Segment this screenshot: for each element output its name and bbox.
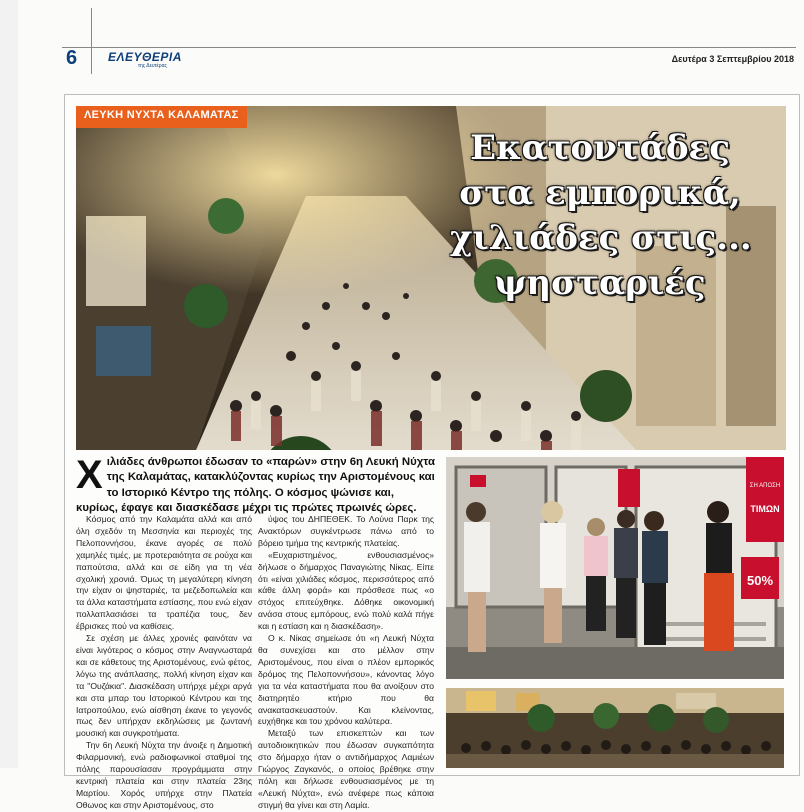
- shoppers-photo: [446, 457, 784, 679]
- page-number: 6: [66, 47, 78, 69]
- crowd-street-photo: [446, 688, 784, 768]
- body-column-1: [76, 514, 252, 812]
- header-divider: [91, 8, 92, 74]
- headline-line: χιλιάδες στις...: [450, 218, 752, 258]
- paragraph: Μεταξύ των επισκεπτών και των αυτοδιοικητικών που έδωσαν συγκαπότητα στο δήμαρχο ήταν ο αντιδήμαρχος Λαμιέων Γιώργος Ζαγκανός, ο οποίος βρέθηκε στην πόλη και δήλωσε ενθουσιασμένος με τη «Λευκή Νύχτα», ενώ ανέφερε πως κάποια στιγμή θα γίνει και στη Λαμία.: [258, 728, 434, 810]
- paragraph: Σε σχέση με άλλες χρονιές φαινόταν να είναι λιγότερος ο κόσμος στην Αναγνωσταρά και σε κάθετους της Αριστομένους, ενώ φέτος, λόγω της ανάπλασης, πολλή κίνηση είχαν και τα "Ουζάκια". Διασκέδαση υπήρχε μέχρι αργά και στα μπαρ του Ιστορικού Κέντρου και της Ιατροπούλου, ενώ αίσθηση έκανε το γεγονός πως δεν υπήρχαν εκδηλώσεις με ζωντανή μουσική και συγκροτήματα.: [76, 633, 252, 739]
- headline-line: ψησταριές: [494, 263, 706, 303]
- newspaper-logo: ΕΛΕΥΘΕΡΙΑ: [108, 50, 182, 64]
- paragraph: ύψος του ΔΗΠΕΘΕΚ. Το Λούνα Παρκ της Ανακτόρων συγκέντρωσε πάνω από το βόρειο τμήμα της κεντρικής πλατείας.: [258, 514, 434, 548]
- sale-sign-percent: 50%: [746, 573, 774, 588]
- page-edge: [0, 0, 18, 768]
- body-column-2: [258, 514, 434, 812]
- drop-cap: Χ: [76, 453, 103, 497]
- paragraph: «Ευχαριστημένος, ενθουσιασμένος» δήλωσε ο δήμαρχος Παναγιώτης Νίκας. Είπε ότι «είναι χιλιάδες κόσμος, περισσότερος από κάθε άλλη φορά» και πρόσθεσε πως «ο στόχος επιτεύχθηκε. Δόθηκε οικονομική ανάσα στους εμπόρους, ενώ πολύ καλά πήγε και η εστίαση και η διασκέδαση».: [258, 549, 434, 632]
- article-headline: [450, 126, 750, 306]
- header-rule: [62, 47, 796, 48]
- paragraph: Την 6η Λευκή Νύχτα την άνοιξε η Δημοτική Φιλαρμονική, ενώ ραδιοφωνικοί σταθμοί της πόλης παρουσίασαν προγράμματα στην κεντρική πλατεία και στην πλατεία 23ης Μαρτίου. Χορός υπήρχε στην Πλατεία Οθωνος και στην Αριστομένους, στο: [76, 740, 252, 810]
- article-lead: [76, 455, 436, 517]
- sale-sign-top: ΣΗ ΑΠΟΣΗ: [749, 483, 781, 489]
- headline-line: Εκατοντάδες: [470, 128, 730, 168]
- hero-photo: [76, 106, 786, 450]
- lead-text: ιλιάδες άνθρωποι έδωσαν το «παρών» στην 6η Λευκή Νύχτα της Καλαμάτας, κατακλύζοντας κυρίως την Αριστομένους και το Ιστορικό Κέντρο της πόλης. Ο κόσμος ψώνισε και, κυρίως, έφαγε και διασκέδασε μέχρι τις πρώτες πρωινές ώρες.: [76, 456, 436, 515]
- night-street-photo: [446, 688, 784, 768]
- headline-line: στα εμπορικά,: [459, 173, 741, 213]
- newspaper-masthead: [108, 50, 188, 68]
- paragraph: Ο κ. Νίκας σημείωσε ότι «η Λευκή Νύχτα θα συνεχίσει και στο μέλλον στην Αριστομένους, που είναι ο πλέον εμπορικός δρόμος της Πελοποννήσου», κάνοντας λόγο για τα νέα καταστήματα που θα ανοίξουν στο διατηρητέο κτήριο που θα ανακατασκευαστούν. Και κλείνοντας, ευχήθηκε και του χρόνου καλύτερα.: [258, 633, 434, 727]
- issue-date: Δευτέρα 3 Σεπτεμβρίου 2018: [671, 54, 794, 64]
- section-label: ΛΕΥΚΗ ΝΥΧΤΑ ΚΑΛΑΜΑΤΑΣ: [76, 106, 247, 128]
- shop-window-photo: [446, 457, 784, 679]
- paragraph: Κόσμος από την Καλαμάτα αλλά και από όλη σχεδόν τη Μεσσηνία και περιοχές της Πελοποννήσου, έκανε αγορές σε πολύ χαμηλές τιμές, με προτεραιότητα σε ρούχα και παπούτσια, αλλά και σε είδη για τη νέα σχολική χρονιά. Όμως τη μεγαλύτερη κίνηση την είχαν οι ψησταριές, τα μεζεδοπωλεία και τα άλλα καταστήματα εστίασης, που ενώ είχαν πολλαπλασιάσει τα τραπέζια τους, δεν έβρισκες πού να καθίσεις.: [76, 514, 252, 632]
- sale-sign-word: ΤΙΜΩΝ: [750, 504, 780, 514]
- newspaper-subtitle: της Δευτέρας: [138, 63, 167, 69]
